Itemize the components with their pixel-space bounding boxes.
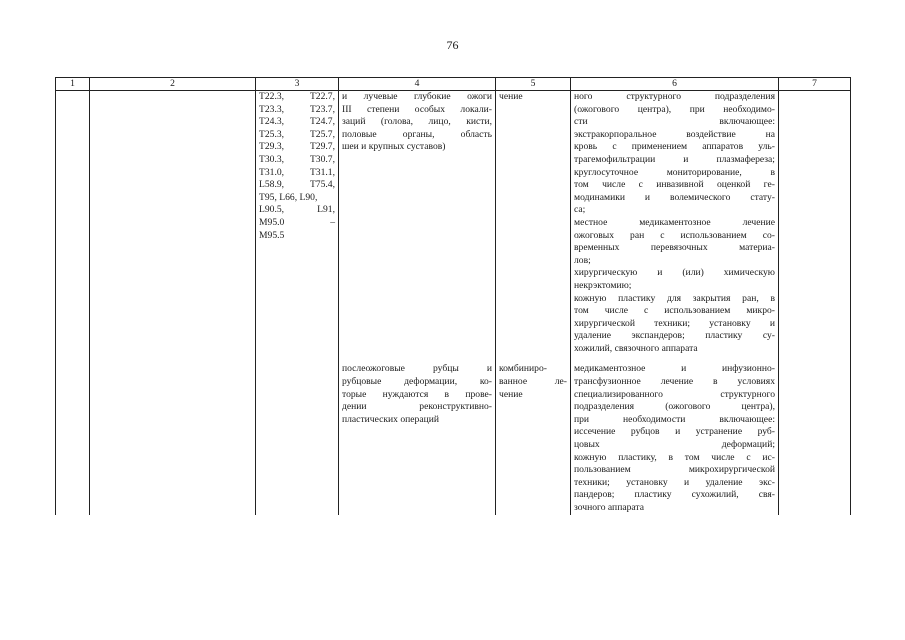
medical-care-table bbox=[55, 77, 851, 515]
spacer-cell bbox=[90, 355, 256, 363]
text-line: III степени особых локали- bbox=[342, 103, 492, 115]
code-line: T25.3, T25.7, bbox=[259, 128, 335, 140]
text-line: модинамики и волемического стату- bbox=[574, 191, 775, 203]
text-line: сти включающее: bbox=[574, 116, 775, 128]
text-line: техники; установку и удаление экс- bbox=[574, 476, 775, 488]
text-line: пользованием микрохирургической bbox=[574, 464, 775, 476]
cell-condition bbox=[339, 91, 496, 356]
text-line: (ожогового центра), при необходимо- bbox=[574, 103, 775, 115]
table-row bbox=[56, 91, 851, 356]
cell-standard bbox=[779, 363, 851, 514]
text-line: подразделения (ожогового центра), bbox=[574, 401, 775, 413]
code-line: L90.5, L91, bbox=[259, 204, 335, 216]
text-line: ного структурного подразделения bbox=[574, 91, 775, 102]
text-line: ванное ле- bbox=[499, 376, 567, 388]
spacer-cell bbox=[779, 355, 851, 363]
code-line: T23.3, T23.7, bbox=[259, 103, 335, 115]
spacer-cell bbox=[56, 355, 90, 363]
row-spacer bbox=[56, 355, 851, 363]
text-line: са; bbox=[574, 204, 586, 216]
header-row bbox=[56, 78, 851, 91]
text-line: хирургической техники; установку и bbox=[574, 317, 775, 329]
text-line: удаление экспандеров; пластику су- bbox=[574, 330, 775, 342]
text-line: заций (голова, лицо, кисти, bbox=[342, 116, 492, 128]
text-line: экстракорпоральное воздействие на bbox=[574, 128, 775, 140]
text-line: том числе с использованием микро- bbox=[574, 305, 775, 317]
header-col-1: 1 bbox=[56, 78, 90, 91]
cell-icd-codes bbox=[256, 91, 339, 356]
text-line: послеожоговые рубцы и bbox=[342, 363, 492, 375]
text-line: хирургическую и (или) химическую bbox=[574, 267, 775, 279]
header-col-4: 4 bbox=[339, 78, 496, 91]
text-line: рубцовые деформации, ко- bbox=[342, 376, 492, 388]
header-col-2: 2 bbox=[90, 78, 256, 91]
text-line: чение bbox=[499, 91, 523, 102]
code-line: T29.3, T29.7, bbox=[259, 141, 335, 153]
text-line: кожную пластику, в том числе с ис- bbox=[574, 451, 775, 463]
text-line: половые органы, область bbox=[342, 128, 492, 140]
text-line: медикаментозное и инфузионно- bbox=[574, 363, 775, 375]
text-line: ожоговых ран с использованием со- bbox=[574, 229, 775, 241]
text-line: и лучевые глубокие ожоги bbox=[342, 91, 492, 102]
cell-treatment-type bbox=[496, 363, 571, 514]
code-line: T22.3, T22.7, bbox=[259, 91, 335, 102]
code-line: L58.9, T75.4, bbox=[259, 179, 335, 191]
text-line: чение bbox=[499, 388, 523, 400]
text-line: специализированного структурного bbox=[574, 388, 775, 400]
header-col-7: 7 bbox=[779, 78, 851, 91]
code-line: M95.0 – bbox=[259, 216, 335, 228]
text-line: иссечение рубцов и устранение руб- bbox=[574, 426, 775, 438]
cell-group-name bbox=[90, 91, 256, 356]
text-line: том числе с инвазивной оценкой ге- bbox=[574, 179, 775, 191]
header-col-5: 5 bbox=[496, 78, 571, 91]
text-line: хожилий, связочного аппарата bbox=[574, 342, 698, 354]
text-line: трагемофильтрации и плазмафереза; bbox=[574, 153, 775, 165]
text-line: временных перевязочных материа- bbox=[574, 242, 775, 254]
spacer-cell bbox=[571, 355, 779, 363]
spacer-cell bbox=[496, 355, 571, 363]
text-line: при необходимости включающее: bbox=[574, 413, 775, 425]
text-line: M95.5 bbox=[259, 229, 285, 241]
text-line: пластических операций bbox=[342, 413, 439, 425]
text-line: комбиниро- bbox=[499, 363, 547, 375]
cell-treatment-type bbox=[496, 91, 571, 356]
text-line: цовых деформаций; bbox=[574, 439, 775, 451]
cell-icd-codes bbox=[256, 363, 339, 514]
text-line: шеи и крупных суставов) bbox=[342, 141, 446, 153]
cell-standard bbox=[779, 91, 851, 356]
cell-treatment-method bbox=[571, 363, 779, 514]
text-line: некрэктомию; bbox=[574, 279, 632, 291]
cell-number bbox=[56, 363, 90, 514]
spacer-cell bbox=[339, 355, 496, 363]
header-col-6: 6 bbox=[571, 78, 779, 91]
cell-treatment-method bbox=[571, 91, 779, 356]
cell-number bbox=[56, 91, 90, 356]
text-line: T95, L66, L90, bbox=[259, 191, 318, 203]
code-line: T31.0, T31.1, bbox=[259, 166, 335, 178]
spacer-cell bbox=[256, 355, 339, 363]
text-line: кожную пластику для закрытия ран, в bbox=[574, 292, 775, 304]
text-line: трансфузионное лечение в условиях bbox=[574, 376, 775, 388]
code-line: T30.3, T30.7, bbox=[259, 153, 335, 165]
text-line: местное медикаментозное лечение bbox=[574, 216, 775, 228]
text-line: пандеров; пластику сухожилий, свя- bbox=[574, 489, 775, 501]
text-line: дении реконструктивно- bbox=[342, 401, 492, 413]
header-col-3: 3 bbox=[256, 78, 339, 91]
page-number: 76 bbox=[446, 38, 459, 52]
cell-group-name bbox=[90, 363, 256, 514]
text-line: кровь с применением аппаратов уль- bbox=[574, 141, 775, 153]
table-row bbox=[56, 363, 851, 514]
text-line: лов; bbox=[574, 254, 591, 266]
text-line: торые нуждаются в прове- bbox=[342, 388, 492, 400]
text-line: круглосуточное мониторирование, в bbox=[574, 166, 775, 178]
code-line: T24.3, T24.7, bbox=[259, 116, 335, 128]
text-line: зочного аппарата bbox=[574, 502, 644, 513]
cell-condition bbox=[339, 363, 496, 514]
